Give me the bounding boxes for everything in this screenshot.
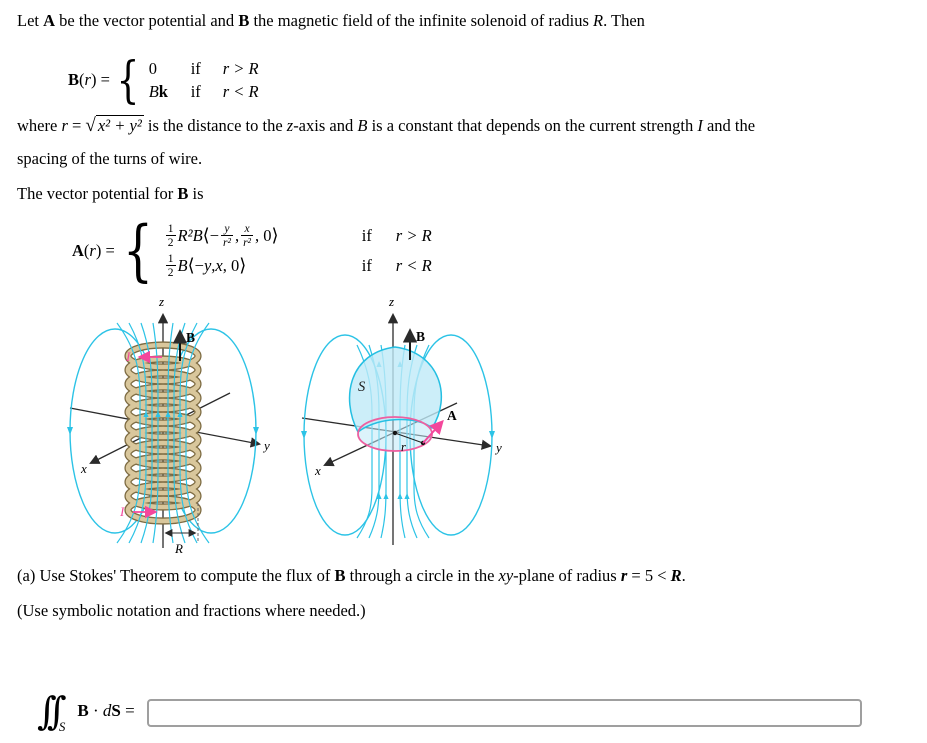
case-value: $\frac{1}{2}$ R² B ⟨ − $\frac{y}{\text{r²}}$ , $\frac{x}{\text{r²}}$ , 0 ⟩ [167, 222, 279, 249]
equation-A-cases [164, 221, 432, 281]
intro-text: Let [17, 11, 44, 30]
fraction-x-r2: $\frac{x}{\text{r²}}$ [243, 222, 251, 249]
left-brace: { [122, 212, 153, 289]
equation-B-cases [149, 57, 259, 103]
radical-sign: √ [85, 115, 96, 136]
axis-label-y: y [496, 440, 502, 455]
axis-label-z: z [159, 294, 165, 309]
where-paragraph-line2: spacing of the turns of wire. [17, 149, 203, 168]
radius-label: R [175, 541, 183, 556]
A-label: A [447, 408, 457, 423]
case-value: 0 [148, 58, 157, 78]
surface-label: S [358, 379, 366, 395]
langle: ⟨ [202, 225, 210, 246]
axis-label-x: x [315, 463, 321, 478]
notation-note: (Use symbolic notation and fractions where needed.) [17, 601, 366, 620]
radicand: x² + y² [97, 116, 142, 135]
fraction-one-half: $\frac{1}{2}$ [167, 222, 174, 249]
fraction-y-r2: $\frac{y}{\text{r²}}$ [223, 222, 231, 249]
langle: ⟨ [187, 255, 195, 276]
current-label-bottom: I [120, 504, 125, 519]
case-row: 0 if r > R [148, 58, 259, 78]
radius-label: r [401, 440, 406, 454]
intro-paragraph: Let A be the vector potential and B the magnetic field of the infinite solenoid of radius R. Then [17, 11, 645, 30]
integral-subscript-S: S [58, 719, 66, 734]
axis-label-y: y [264, 438, 270, 453]
answer-row [37, 685, 135, 737]
solenoid-figure [62, 293, 298, 559]
left-brace: { [116, 51, 140, 109]
rangle: ⟩ [239, 255, 247, 276]
B-label: B [416, 329, 426, 344]
surface-figure [296, 293, 516, 555]
fraction-one-half: $\frac{1}{2}$ [167, 252, 174, 279]
equation-B-piecewise [68, 51, 259, 109]
vector-potential-line: The vector potential for B is [17, 184, 204, 203]
field-arrow [67, 427, 73, 435]
axis-label-x: x [81, 461, 87, 476]
case-row: $\frac{1}{2}$ R² B ⟨ − $\frac{y}{\text{r²}}$ , $\frac{x}{\text{r²}}$ , 0 ⟩ if r > R [164, 221, 432, 251]
case-row: B k if r < R [148, 81, 259, 101]
question-a: (a) Use Stokes' Theorem to compute the flux of B through a circle in the xy-plane of radius r = 5 < R. [17, 566, 686, 585]
field-arrow [253, 427, 259, 435]
case-value: $\frac{1}{2}$ B ⟨ − y , x , 0 ⟩ [167, 252, 247, 279]
vector-B-symbol: B [238, 11, 250, 30]
radius-R-symbol: R [592, 11, 604, 30]
field-arrow [301, 431, 307, 439]
vector-A-symbol: A [43, 11, 56, 30]
rangle: ⟩ [271, 225, 279, 246]
where-paragraph-line1: where r = √ x² + y² is the distance to the z-axis and B is a constant that depends on the current strength I and the [17, 115, 756, 136]
equation-A-lhs: A(r) = [72, 241, 115, 260]
current-label-top: I [126, 349, 131, 364]
double-integral-symbol: ∫∫ [37, 689, 57, 733]
B-label: B [186, 330, 196, 345]
answer-expression: B · dS = [77, 701, 135, 720]
equation-B-lhs: B(r) = [68, 70, 110, 89]
case-value: B k [148, 81, 168, 101]
field-arrow [489, 431, 495, 439]
case-row: $\frac{1}{2}$ B ⟨ − y , x , 0 ⟩ if r < R [164, 251, 432, 281]
axis-label-z: z [389, 294, 395, 309]
equation-A-piecewise [72, 212, 432, 289]
answer-input[interactable] [147, 699, 862, 727]
